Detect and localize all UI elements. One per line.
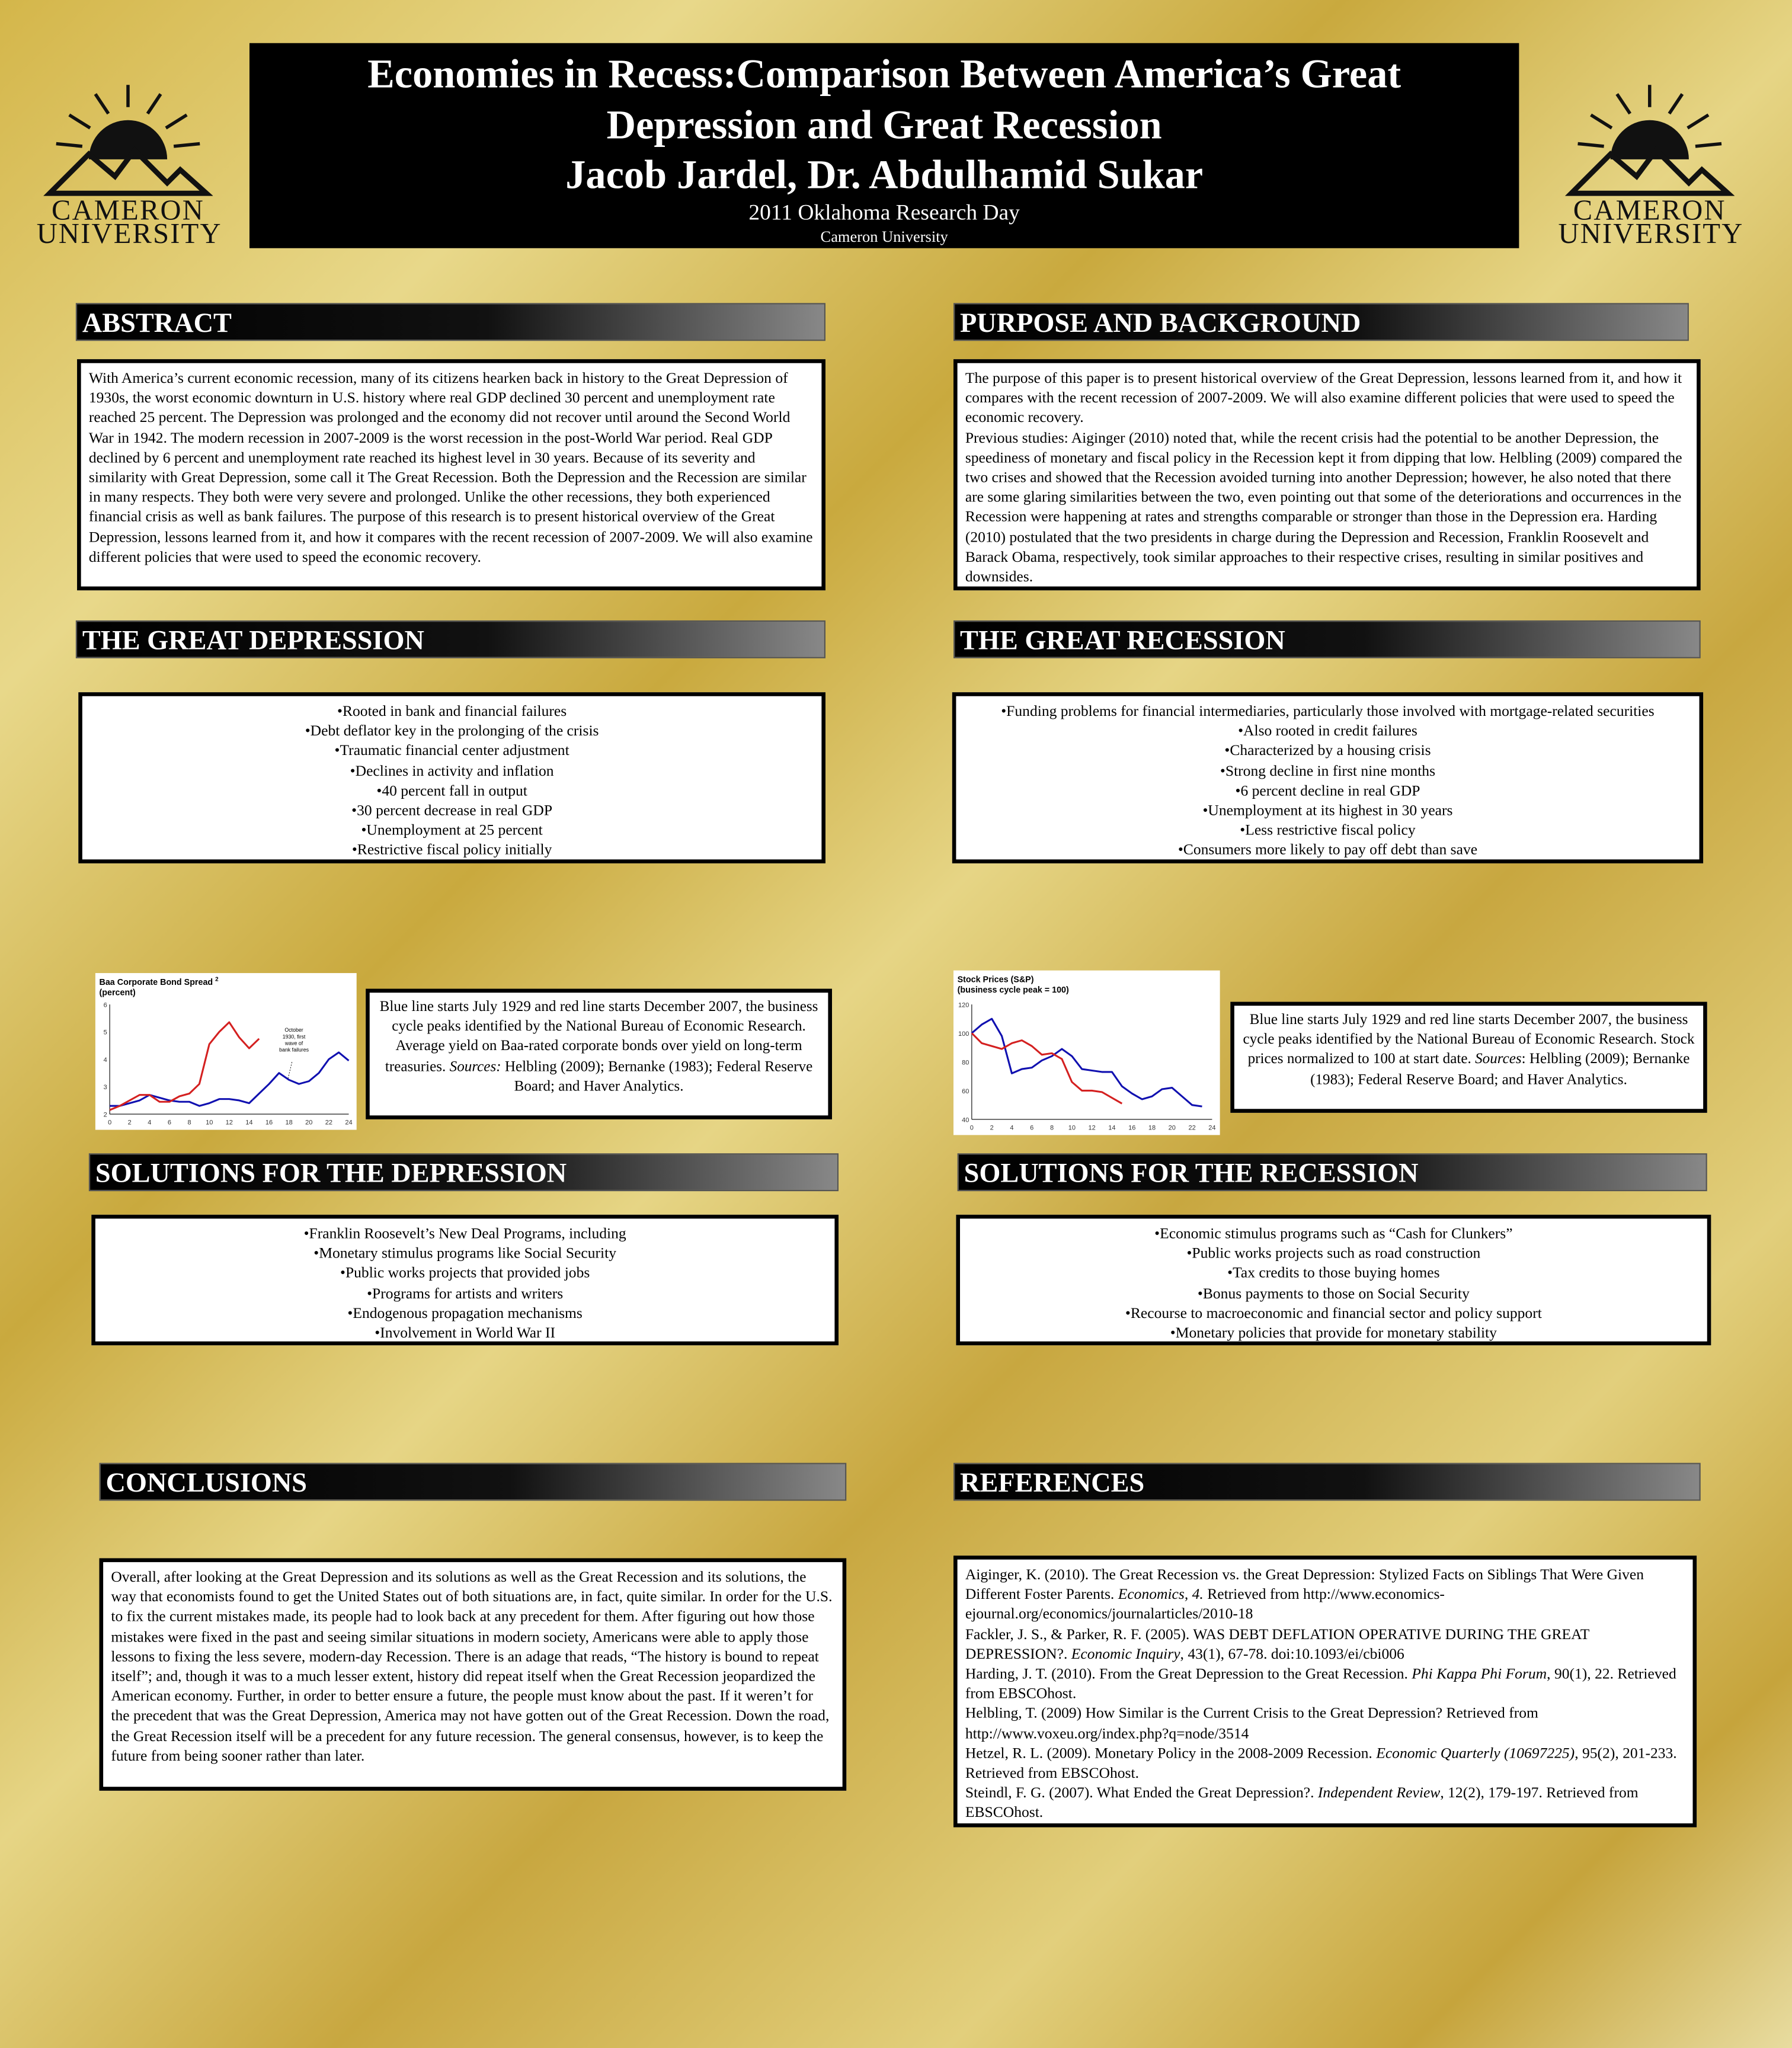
- reference-item: [965, 1704, 1685, 1743]
- recession-series-line: [972, 1033, 1122, 1103]
- y-tick-label: 60: [962, 1087, 969, 1095]
- list-item: •Unemployment at 25 percent: [361, 821, 543, 839]
- reference-item: [965, 1743, 1685, 1783]
- purpose-box: [953, 359, 1701, 590]
- chart-title: Stock Prices (S&P): [957, 975, 1034, 985]
- annotation-pointer: [288, 1062, 292, 1079]
- x-tick-label: 18: [1148, 1124, 1156, 1132]
- y-tick-label: 5: [103, 1029, 107, 1036]
- purpose-heading: PURPOSE AND BACKGROUND: [953, 303, 1689, 341]
- annotation-text: 1930, first: [282, 1033, 306, 1040]
- ref-text: Hetzel, R. L. (2009). Monetary Policy in the 2008-2009 Recession.: [965, 1745, 1377, 1762]
- ref-text: , 90(1), 22. Retrieved from EBSCOhost.: [965, 1665, 1676, 1703]
- y-tick-label: 40: [962, 1116, 969, 1124]
- caption-text: Blue line starts July 1929 and red line starts December 2007, the business cycle peaks identified by the National Bureau of Economic Research. Average yield on Baa-rated corporate bonds over yield on long-term treasuries.: [379, 999, 818, 1075]
- recession-series-line: [110, 1022, 259, 1110]
- y-tick-label: 4: [103, 1056, 107, 1064]
- references-heading: REFERENCES: [953, 1463, 1701, 1501]
- chart-title: Baa Corporate Bond Spread: [99, 977, 213, 987]
- solutions-depression-heading: SOLUTIONS FOR THE DEPRESSION: [89, 1153, 839, 1191]
- logo-word-university: UNIVERSITY: [36, 216, 222, 249]
- ref-source: Independent Review: [1317, 1784, 1441, 1801]
- ref-text: Aiginger, K. (2010). The Great Recession vs. the Great Depression: Stylized Facts on Siblings That Were Given Different Foster Parents.: [965, 1566, 1644, 1603]
- poster-title-line2: Depression and Great Recession: [606, 101, 1162, 148]
- x-tick-label: 4: [148, 1119, 152, 1127]
- depression-series-line: [972, 1019, 1202, 1106]
- x-tick-label: 16: [265, 1119, 273, 1127]
- list-item: •Also rooted in credit failures: [1238, 722, 1417, 740]
- ref-source: Economics, 4.: [1118, 1586, 1204, 1603]
- list-item: •Unemployment at its highest in 30 years: [1202, 802, 1453, 820]
- list-item: •Economic stimulus programs such as “Cash for Clunkers”: [1154, 1225, 1513, 1243]
- list-item: •Tax credits to those buying homes: [1227, 1265, 1440, 1282]
- institution: Cameron University: [820, 227, 948, 246]
- list-item: •Declines in activity and inflation: [350, 762, 554, 779]
- x-tick-label: 8: [1049, 1124, 1054, 1132]
- y-tick-label: 80: [962, 1059, 969, 1067]
- ref-text: , 95(2), 201-233. Retrieved from EBSCOhost.: [965, 1745, 1677, 1782]
- annotation-text: October: [284, 1027, 303, 1033]
- cameron-logo-left: [37, 78, 220, 248]
- x-tick-label: 10: [1068, 1124, 1076, 1132]
- reference-item: [965, 1664, 1685, 1704]
- conclusions-heading: CONCLUSIONS: [100, 1463, 847, 1501]
- list-item: •Monetary policies that provide for monetary stability: [1170, 1324, 1497, 1342]
- logo-word-university: UNIVERSITY: [1558, 216, 1744, 249]
- chart-title-superscript: 2: [215, 976, 219, 983]
- ref-text: , 43(1), 67-78. doi:10.1093/ei/cbi006: [1180, 1645, 1404, 1663]
- sun-mountain-icon: [1565, 78, 1735, 199]
- depression-list: [78, 692, 825, 863]
- y-tick-label: 100: [958, 1030, 969, 1038]
- ref-source: Economic Inquiry: [1071, 1645, 1180, 1663]
- x-tick-label: 6: [167, 1119, 172, 1127]
- logo-word-cameron: CAMERON: [1573, 193, 1726, 226]
- caption-text: Blue line starts July 1929 and red line starts December 2007, the business cycle peaks identified by the National Bureau of Economic Research. Stock prices normalized to 100 at start date.: [1243, 1012, 1695, 1068]
- logo-word-cameron: CAMERON: [52, 193, 204, 226]
- event-name: 2011 Oklahoma Research Day: [748, 200, 1020, 225]
- ref-text: Harding, J. T. (2010). From the Great Depression to the Great Recession.: [965, 1665, 1412, 1682]
- stock-prices-chart: [953, 971, 1220, 1135]
- x-tick-label: 22: [1188, 1124, 1196, 1132]
- list-item: •Monetary stimulus programs like Social Security: [313, 1244, 617, 1262]
- list-item: •Recourse to macroeconomic and financial sector and policy support: [1125, 1304, 1542, 1322]
- ref-text: Steindl, F. G. (2007). What Ended the Great Depression?.: [965, 1784, 1318, 1801]
- depression-series-line: [110, 1052, 348, 1106]
- bond-spread-chart: [95, 973, 357, 1129]
- ref-text: Helbling, T. (2009) How Similar is the Current Crisis to the Great Depression? Retrieved from http://www.voxeu.org/index.php?q=node/3514: [965, 1705, 1538, 1742]
- list-item: •Characterized by a housing crisis: [1224, 742, 1431, 760]
- list-item: •Rooted in bank and financial failures: [337, 702, 567, 720]
- annotation-text: wave of: [284, 1040, 303, 1047]
- ref-text: Fackler, J. S., & Parker, R. F. (2005). WAS DEBT DEFLATION OPERATIVE DURING THE GREAT DEPRESSION?.: [965, 1625, 1589, 1663]
- list-item: •Less restrictive fiscal policy: [1240, 821, 1416, 839]
- x-tick-label: 20: [305, 1119, 313, 1127]
- x-tick-label: 24: [345, 1119, 353, 1127]
- stock-chart-caption: [1230, 1002, 1707, 1113]
- ref-source: Economic Quarterly (10697225): [1376, 1745, 1575, 1762]
- list-item: •Debt deflator key in the prolonging of the crisis: [305, 722, 599, 740]
- x-tick-label: 12: [225, 1119, 233, 1127]
- list-item: •Public works projects such as road construction: [1186, 1244, 1481, 1262]
- reference-item: [965, 1783, 1685, 1823]
- list-item: •Strong decline in first nine months: [1220, 762, 1436, 779]
- solutions-depression-list: [91, 1215, 839, 1345]
- list-item: •6 percent decline in real GDP: [1235, 782, 1420, 799]
- x-tick-label: 4: [1010, 1124, 1014, 1132]
- list-item: •Traumatic financial center adjustment: [334, 742, 569, 760]
- solutions-recession-list: [956, 1215, 1711, 1345]
- x-tick-label: 10: [206, 1119, 213, 1127]
- purpose-paragraph: The purpose of this paper is to present historical overview of the Great Depression, lessons learned from it, and how it compares with the recent recession of 2007-2009. We will also examine different policies that were used to speed the economic recovery.: [965, 369, 1682, 427]
- y-tick-label: 2: [103, 1111, 107, 1119]
- list-item: •Involvement in World War II: [375, 1324, 556, 1342]
- list-item: •Funding problems for financial intermediaries, particularly those involved with mortgage-related securities: [1001, 702, 1655, 720]
- ref-text: Retrieved from http://www.economics-ejournal.org/economics/journalarticles/2010-18: [965, 1586, 1445, 1623]
- stock-prices-chart-svg: [953, 971, 1220, 1135]
- recession-list: [952, 692, 1703, 863]
- x-tick-label: 12: [1088, 1124, 1096, 1132]
- ref-source: Phi Kappa Phi Forum: [1412, 1665, 1547, 1682]
- bond-chart-caption: [366, 989, 832, 1119]
- solutions-recession-heading: SOLUTIONS FOR THE RECESSION: [958, 1153, 1707, 1191]
- background-paragraph: Previous studies: Aiginger (2010) noted that, while the recent crisis had the potential to be another Depression, the speediness of monetary and fiscal policy in the Recession kept it from dipping that low. Helbling (2009) compared the two crises and showed that the Recession avoided turning into another Depression; however, he also noted that there are some glaring similarities between the two, even pointing out that some of the deteriorations and occurrences in the Recession were happening at rates and strengths comparable or stronger than those in the Depression era. Harding (2010) postulated that the two presidents in charge during the Depression and Recession, Franklin Roosevelt and Barack Obama, respectively, took similar approaches to their respective crises, resulting in similar positives and downsides.: [965, 429, 1682, 585]
- x-tick-label: 0: [108, 1119, 112, 1127]
- abstract-text: With America’s current economic recession, many of its citizens hearken back in history to the Great Depression of 1930s, the worst economic downturn in U.S. history where real GDP declined 30 percent and unemployment rate reached 25 percent. The Depression was prolonged and the economy did not recover until around the Second World War in 1942. The modern recession in 2007-2009 is the worst recession in the post-World War period. Real GDP declined by 6 percent and unemployment rate reached its highest level in 30 years. Because of its severity and similarity with Great Depression, some call it The Great Recession. Both the Depression and the Recession are similar in many respects. They both were very severe and prolonged. Unlike the other recessions, they both experienced financial crisis as well as bank failures. The purpose of this research is to present historical overview of the Great Depression, lessons learned from it, and how it compares with the recent recession of 2007-2009. We will also examine different policies that were used to speed the economic recovery.: [77, 359, 825, 590]
- conclusions-text: Overall, after looking at the Great Depression and its solutions as well as the Great Recession and its solutions, the way that economists found to get the United States out of both situations are, in fact, quite similar. In order for the U.S. to fix the current mistakes made, its people had to look back at any precedent for them. After figuring out how those mistakes were fixed in the past and seeing similar situations in modern society, Americans were able to apply those lessons to fixing the less severe, modern-day Recession. There is an adage that reads, “The history is bound to repeat itself”; and, though it was to a much lesser extent, history did repeat itself when the Great Recession jeopardized the American economy. Further, in order to better ensure a future, the people must know about the past. If it weren’t for the precedent that was the Great Depression, America may not have gotten out of the Great Recession. Down the road, the Great Recession itself will be a precedent for any future recession. The general consensus, however, is to keep the future from being sooner rather than later.: [100, 1558, 847, 1790]
- chart-subtitle: (percent): [99, 988, 136, 998]
- title-banner: [249, 43, 1519, 248]
- x-tick-label: 24: [1208, 1124, 1216, 1132]
- y-tick-label: 6: [103, 1001, 107, 1009]
- reference-item: [965, 1624, 1685, 1664]
- list-item: •Bonus payments to those on Social Security: [1197, 1284, 1470, 1302]
- caption-sources: Helbling (2009); Bernanke (1983); Federal Reserve Board; and Haver Analytics.: [501, 1058, 813, 1095]
- list-item: •Public works projects that provided jobs: [340, 1265, 590, 1282]
- x-tick-label: 14: [245, 1119, 253, 1127]
- list-item: •40 percent fall in output: [376, 782, 527, 799]
- x-tick-label: 2: [990, 1124, 994, 1132]
- x-tick-label: 6: [1030, 1124, 1034, 1132]
- list-item: •30 percent decrease in real GDP: [351, 802, 553, 820]
- recession-heading: THE GREAT RECESSION: [953, 620, 1701, 658]
- bond-spread-chart-svg: [95, 973, 357, 1129]
- sun-mountain-icon: [43, 78, 213, 199]
- annotation-text: bank failures: [279, 1047, 309, 1053]
- x-tick-label: 14: [1108, 1124, 1116, 1132]
- abstract-heading: ABSTRACT: [76, 303, 825, 341]
- x-tick-label: 16: [1128, 1124, 1136, 1132]
- list-item: •Programs for artists and writers: [367, 1284, 564, 1302]
- authors: Jacob Jardel, Dr. Abdulhamid Sukar: [565, 151, 1204, 197]
- poster-title-line1: Economies in Recess:Comparison Between America’s Great: [367, 50, 1401, 97]
- caption-sources-label: Sources:: [449, 1058, 501, 1075]
- list-item: •Consumers more likely to pay off debt than save: [1177, 841, 1478, 859]
- list-item: •Restrictive fiscal policy initially: [351, 841, 552, 859]
- references-list: [953, 1556, 1697, 1827]
- x-tick-label: 0: [969, 1124, 974, 1132]
- reference-item: [965, 1565, 1685, 1625]
- list-item: •Franklin Roosevelt’s New Deal Programs, including: [303, 1225, 626, 1243]
- x-tick-label: 22: [325, 1119, 333, 1127]
- caption-sources-label: Sources: [1475, 1052, 1522, 1068]
- caption-sources: : Helbling (2009); Bernanke (1983); Federal Reserve Board; and Haver Analytics.: [1310, 1052, 1690, 1088]
- x-tick-label: 2: [127, 1119, 132, 1127]
- chart-subtitle: (business cycle peak = 100): [957, 985, 1069, 996]
- y-tick-label: 120: [958, 1001, 969, 1009]
- y-tick-label: 3: [103, 1084, 107, 1092]
- x-tick-label: 20: [1168, 1124, 1176, 1132]
- ref-text: , 12(2), 179-197. Retrieved from EBSCOhost.: [965, 1784, 1639, 1822]
- list-item: •Endogenous propagation mechanisms: [347, 1304, 583, 1322]
- x-tick-label: 8: [187, 1119, 191, 1127]
- cameron-logo-right: [1558, 78, 1744, 249]
- depression-heading: THE GREAT DEPRESSION: [76, 620, 825, 658]
- x-tick-label: 18: [285, 1119, 293, 1127]
